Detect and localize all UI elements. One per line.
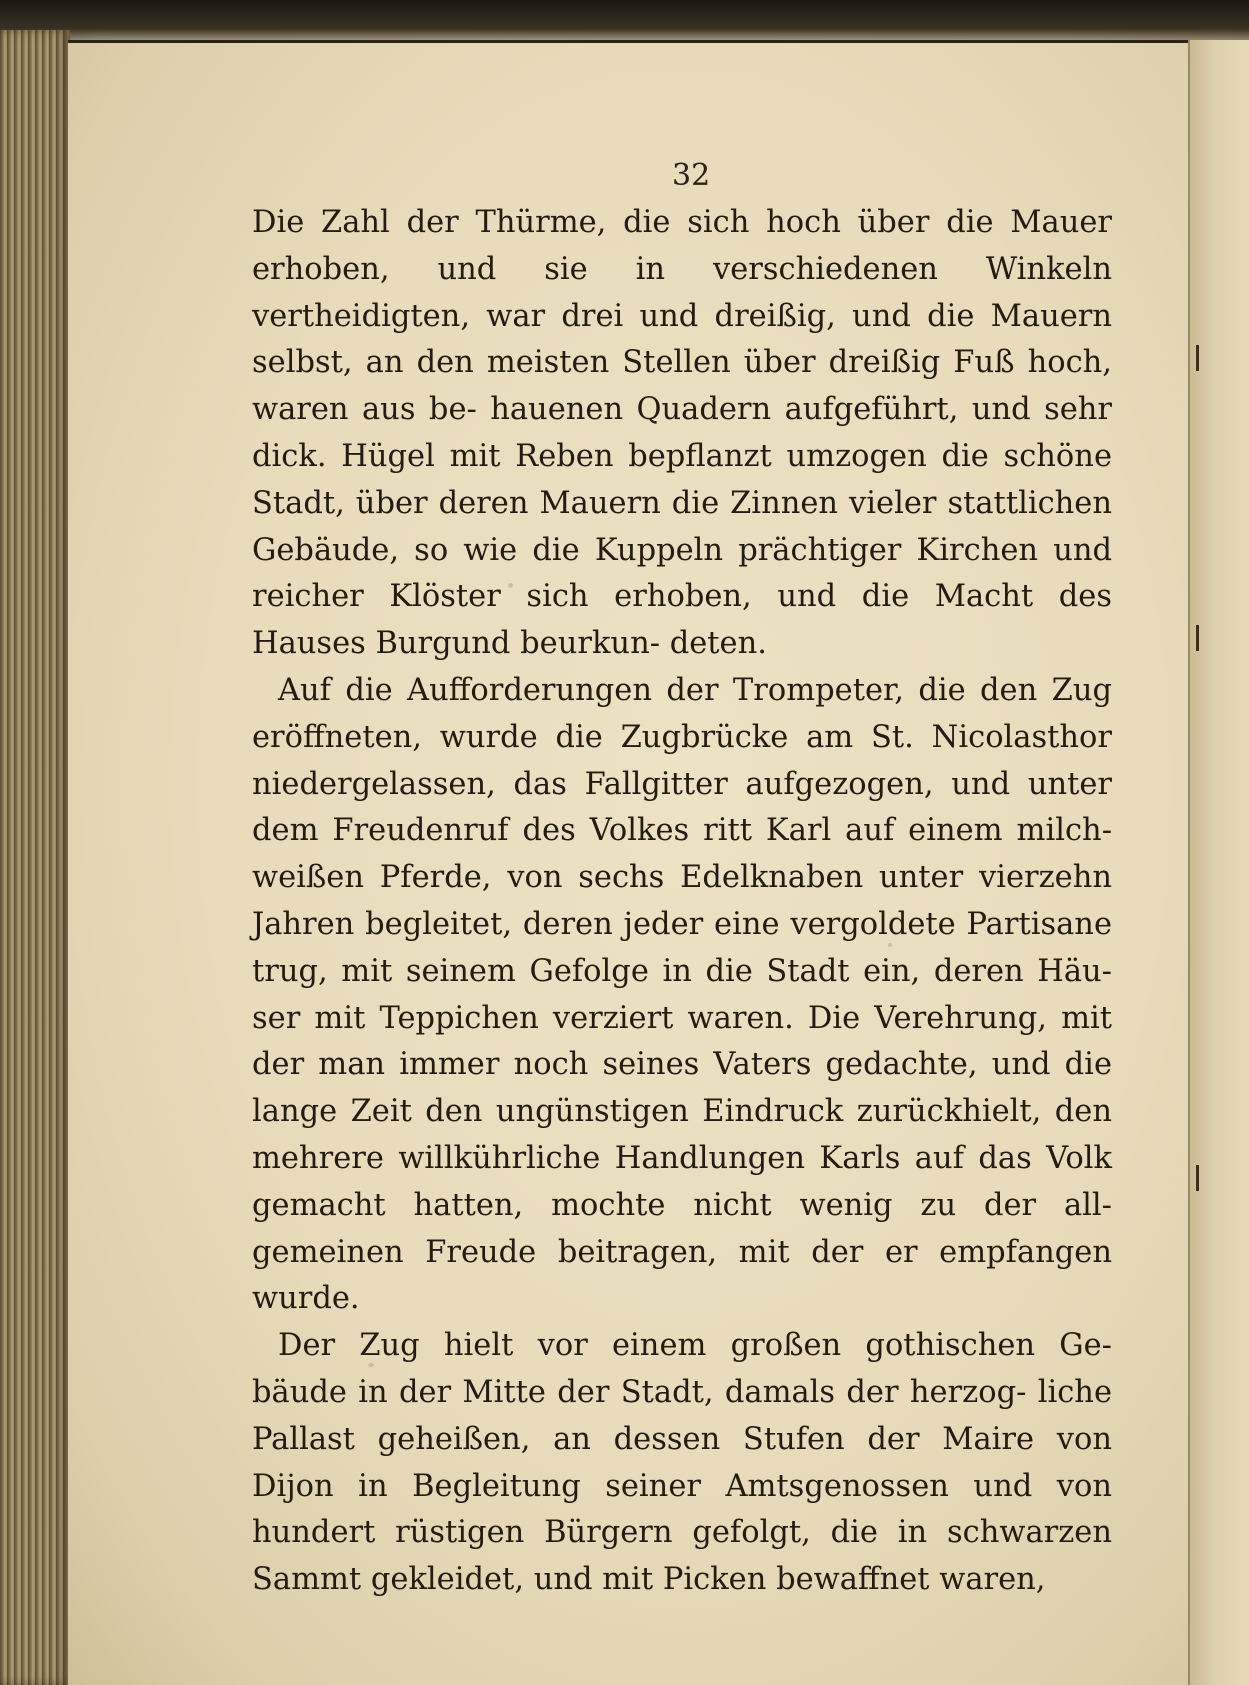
paragraph-3: Der Zug hielt vor einem großen gothischen Ge- bäude in der Mitte der Stadt, damals der herzog- liche Pallast geheißen, an dessen Stufen der Maire von Dijon in Begleitung seiner Amtsgenossen und von hundert rüstigen Bürgern gefolgt, die in schwarzen Sammt gekleidet, und mit Picken bewaffnet waren, — [252, 1328, 1112, 1598]
page-edge-mark — [1196, 625, 1199, 651]
paragraph-1: Die Zahl der Thürme, die sich hoch über die Mauer erhoben, und sie in verschiedenen Winkeln vertheidigten, war drei und dreißig, und die Mauern selbst, an den meisten Stellen über dreißig Fuß hoch, waren aus be- hauenen Quadern aufgeführt, und sehr dick. Hügel mit Reben bepflanzt umzogen die schöne Stadt, über deren Mauern die Zinnen vieler stattlichen Gebäude, so wie die Kuppeln prächtiger Kirchen und reicher Klöster sich erhoben, und die Macht des Hauses Burgund beurkun- deten. — [252, 205, 1112, 662]
book-page-edges — [0, 30, 70, 1685]
page-edge-mark — [1196, 1165, 1199, 1191]
page-number: 32 — [672, 158, 711, 193]
next-page-edge — [1188, 40, 1249, 1685]
page-edge-mark — [1196, 345, 1199, 371]
paragraph-2: Auf die Aufforderungen der Trompeter, die den Zug eröffneten, wurde die Zugbrücke am St. Nicolasthor niedergelassen, das Fallgitter aufgezogen, und unter dem Freudenruf des Volkes ritt Karl auf einem milch- weißen Pferde, von sechs Edelknaben unter vierzehn Jahren begleitet, deren jeder eine vergoldete Partisane trug, mit seinem Gefolge in die Stadt ein, deren Häu- ser mit Teppichen verziert waren. Die Verehrung, mit der man immer noch seines Vaters gedachte, und die lange Zeit den ungünstigen Eindruck zurückhielt, den mehrere willkührliche Handlungen Karls auf das Volk gemacht hatten, mochte nicht wenig zu der all- gemeinen Freude beitragen, mit der er empfangen wurde. — [252, 672, 1112, 1317]
page-text — [252, 200, 1112, 1604]
